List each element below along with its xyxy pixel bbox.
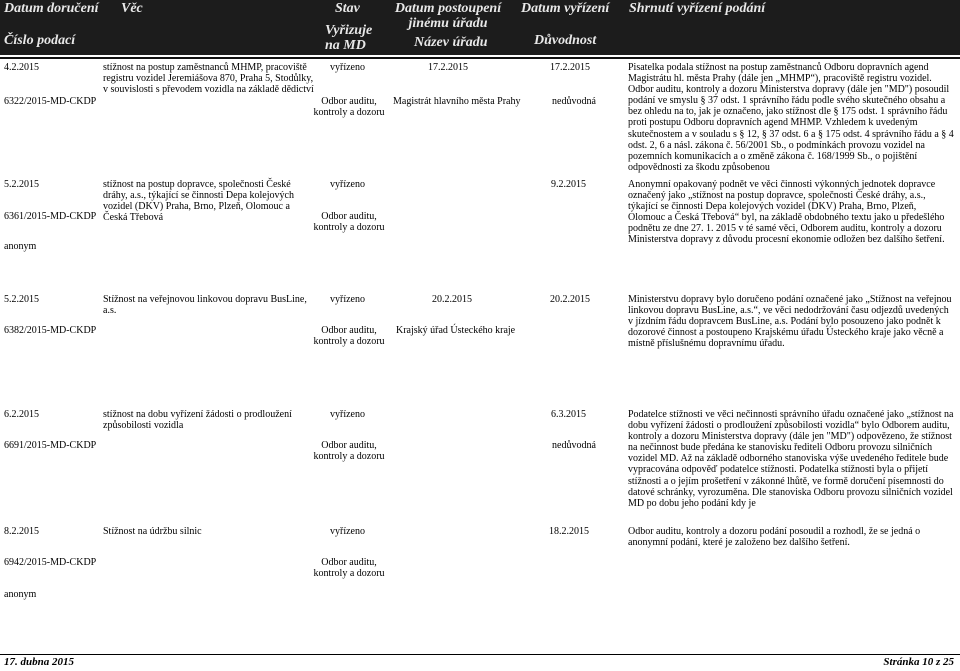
record-office: Krajský úřad Ústeckého kraje: [396, 325, 516, 336]
header-shrnuti: Shrnutí vyřízení podání: [629, 1, 766, 16]
footer-page-number: Stránka 10 z 25: [883, 656, 954, 668]
record-summary: Odbor auditu, kontroly a dozoru podání posoudil a rozhodl, že se jedná o anonymní podání, které je založeno bez dalšího šetření.: [628, 526, 921, 549]
record-summary: Podatelce stížnosti ve věci nečinnosti správního úřadu označené jako „stížnost na dobu vyřízení žádosti o prodloužení způsobilosti vozidla“ bylo Odborem auditu, kontroly a dozoru Ministerstva dopravy (dále jen "MD") odpovězeno, že stížnost na nečinnost bude předána ke stanovisku řediteli Odboru provozu silničních vozidel MD. Až na základě odborného stanoviska výše uvedeného ředitele bude vypracována odpověď podatelce stížnosti. Podatelka stížnosti byla o přijetí stížnosti a o jejím prošetření v zákonné lhůtě, ve formě doručení písemnosti do datové schránky, vyrozuměna. Dle stanoviska Odboru provozu silničních vozidel MD po dobu jeho podání kdy je: [628, 409, 954, 509]
header-vec: Věc: [121, 1, 143, 16]
header-cislo-podaci: Číslo podací: [4, 33, 76, 48]
record-subject: stížnost na postup zaměstnanců MHMP, pracoviště registru vozidel Jeremiášova 870, Praha 5, Stodůlky, v souvislosti s převodem vozidla na základě dědictví: [103, 62, 314, 95]
record-subject: Stížnost na údržbu silnic: [103, 526, 202, 537]
header-datum-vyrizeni: Datum vyřízení: [521, 1, 610, 16]
record-forward-date: 20.2.2015: [432, 294, 472, 305]
header-datum-doruceni: Datum doručení: [4, 1, 99, 16]
header-jinemu-uradu: jinému úřadu: [408, 16, 488, 31]
record-resolved-date: 17.2.2015: [550, 62, 590, 73]
record-number: 6942/2015-MD-CKDP: [4, 557, 97, 568]
record-handler: Odbor auditu, kontroly a dozoru: [313, 557, 385, 579]
record-date: 6.2.2015: [4, 409, 39, 420]
record-status: vyřízeno: [330, 62, 365, 73]
header-vyrizuje: Vyřizuje: [325, 23, 373, 38]
record-office: Magistrát hlavního města Prahy: [393, 96, 521, 107]
header-divider: [0, 57, 960, 59]
record-status: vyřízeno: [330, 294, 365, 305]
header-na-md: na MD: [325, 38, 366, 53]
record-subject: stížnost na dobu vyřízení žádosti o prodloužení způsobilosti vozidla: [103, 409, 292, 431]
record-resolved-date: 18.2.2015: [549, 526, 589, 537]
record-summary: Pisatelka podala stížnost na postup zaměstnanců Odboru dopravních agend Magistrátu hl. města Prahy (dále jen „MHMP“), pracoviště registru vozidel. Odbor auditu, kontroly a dozoru Ministerstva dopravy (dále jen "MD") posoudil podání ve smyslu § 37 odst. 1 správního řádu podle svého skutečného obsahu a bez ohledu na to, jak je označeno, jako stížnost dle § 175 odst. 1 správního řádu proti postupu Odboru dopravních agend MHMP. Vzhledem k uvedeným skutečnostem a v souladu s § 12, § 37 odst. 6 a § 175 odst. 4 správního řádu a § 4 odst. 2, 6 a násl. zákona č. 56/2001 Sb., o podmínkách provozu vozidel na pozemních komunikacích a o změně zákona č. 168/1999 Sb., o pojištění odpovědnosti za škodu způsobenou: [628, 62, 954, 173]
record-summary: Anonymní opakovaný podnět ve věci činnosti výkonných jednotek dopravce označený jako „stížnost na postup dopravce, společnosti České dráhy, a.s., týkající se činnosti Depa kolejových vozidel (DKV) Praha, Brno, Plzeň, Olomouc a Česká Třebová“ byl, na základě obdobného textu jako u předešlého podnětu ze dne 27. 1. 2015 v té samé věci, Odborem auditu, kontroly a dozoru Ministerstva dopravy z důvodu procesní ekonomie odložen bez dalšího šetření.: [628, 179, 945, 246]
record-handler: Odbor auditu, kontroly a dozoru: [313, 211, 385, 233]
header-duvodnost: Důvodnost: [534, 33, 597, 48]
record-resolved-date: 6.3.2015: [551, 409, 586, 420]
record-applicant: anonym: [4, 589, 37, 600]
record-status: vyřízeno: [330, 409, 365, 420]
record-number: 6691/2015-MD-CKDP: [4, 440, 97, 451]
record-handler: Odbor auditu, kontroly a dozoru: [313, 440, 385, 462]
record-forward-date: 17.2.2015: [428, 62, 468, 73]
record-subject: stížnost na postup dopravce, společnosti České dráhy, a.s., týkající se činnosti Depa kolejových vozidel (DKV) Praha, Brno, Plzeň, Olomouc a Česká Třebová: [103, 179, 294, 223]
table-header: [0, 0, 960, 55]
record-resolved-date: 9.2.2015: [551, 179, 586, 190]
header-stav: Stav: [335, 1, 360, 16]
record-number: 6361/2015-MD-CKDP: [4, 211, 97, 222]
record-applicant: anonym: [4, 241, 37, 252]
record-subject: Stížnost na veřejnovou linkovou dopravu BusLine, a.s.: [103, 294, 307, 316]
record-date: 5.2.2015: [4, 179, 39, 190]
page-footer: [0, 654, 960, 671]
record-handler: Odbor auditu, kontroly a dozoru: [313, 96, 385, 118]
record-handler: Odbor auditu, kontroly a dozoru: [313, 325, 385, 347]
record-merit: nedůvodná: [552, 96, 596, 107]
record-status: vyřízeno: [330, 526, 365, 537]
record-status: vyřízeno: [330, 179, 365, 190]
footer-date: 17. dubna 2015: [4, 656, 74, 668]
record-number: 6382/2015-MD-CKDP: [4, 325, 97, 336]
record-date: 4.2.2015: [4, 62, 39, 73]
record-summary: Ministerstvu dopravy bylo doručeno podání označené jako „Stížnost na veřejnou linkovou dopravu BusLine, a.s.“, ve věci nedodržování času odjezdů uvedených v jízdním řádu dopravcem BusLine, a.s. Podání bylo posouzeno jako podnět k dozorové činnost a postoupeno Krajskému úřadu Ústeckého kraje jako věcně a místně příslušnému dopravnímu úřadu.: [628, 294, 952, 350]
record-number: 6322/2015-MD-CKDP: [4, 96, 97, 107]
record-merit: nedůvodná: [552, 440, 596, 451]
record-date: 8.2.2015: [4, 526, 39, 537]
header-datum-postoupeni: Datum postoupení: [394, 1, 502, 16]
record-resolved-date: 20.2.2015: [550, 294, 590, 305]
record-date: 5.2.2015: [4, 294, 39, 305]
header-nazev-uradu: Název úřadu: [414, 35, 488, 50]
